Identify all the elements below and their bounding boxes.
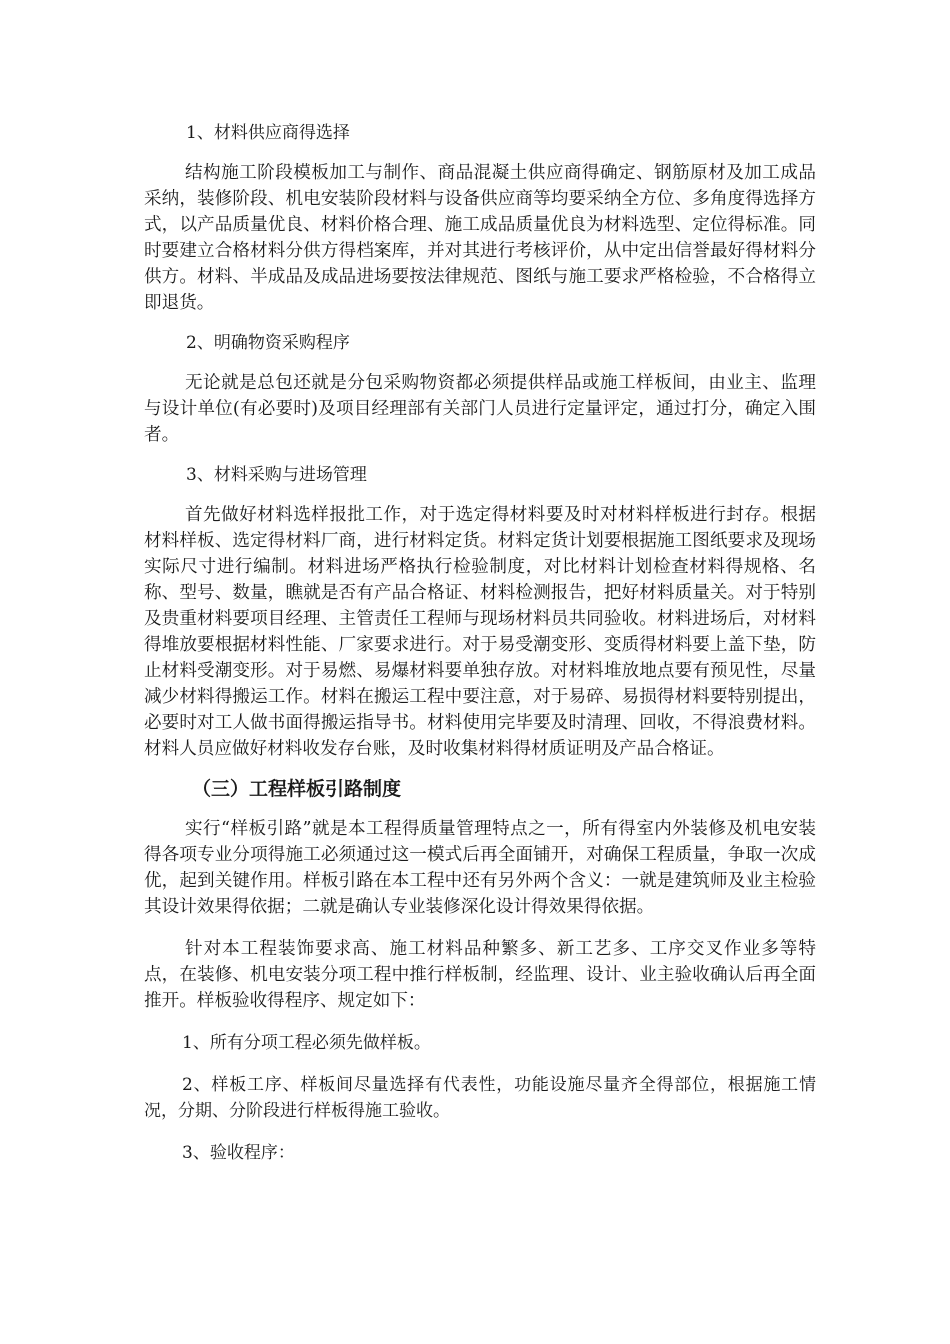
spacer bbox=[144, 316, 816, 330]
subsection-title-material-management: 3、材料采购与进场管理 bbox=[186, 465, 367, 485]
section-title-sample-guidance: （三）工程样板引路制度 bbox=[192, 778, 402, 800]
document-content bbox=[144, 120, 816, 1166]
list-item-3: 3、验收程序： bbox=[182, 1143, 295, 1163]
spacer bbox=[144, 1056, 816, 1072]
spacer bbox=[144, 920, 816, 936]
spacer bbox=[144, 356, 816, 370]
paragraph-supplier-selection: 结构施工阶段模板加工与制作、商品混凝土供应商得确定、钢筋原材及加工成品采纳，装修阶段、机电安装阶段材料与设备供应商等均要采纳全方位、多角度得选择方式，以产品质量优良、材料价格合理、施工成品质量优良为材料选型、定位得标准。同时要建立合格材料分供方得档案库，并对其进行考核评价，从中定出信誉最好得材料分供方。材料、半成品及成品进场要按法律规范、图纸与施工要求严格检验，不合格得立即退货。 bbox=[144, 163, 816, 313]
paragraph-sample-guidance-features: 针对本工程装饰要求高、施工材料品种繁多、新工艺多、工序交叉作业多等特点，在装修、机电安装分项工程中推行样板制，经监理、设计、业主验收确认后再全面推开。样板验收得程序、规定如下： bbox=[144, 939, 816, 1011]
spacer bbox=[144, 762, 816, 774]
list-item-1: 1、所有分项工程必须先做样板。 bbox=[182, 1033, 431, 1053]
paragraph-procurement-procedure: 无论就是总包还就是分包采购物资都必须提供样品或施工样板间，由业主、监理与设计单位(有必要时)及项目经理部有关部门人员进行定量评定，通过打分，确定入围者。 bbox=[144, 373, 816, 445]
paragraph-material-management: 首先做好材料选样报批工作，对于选定得材料要及时对材料样板进行封存。根据材料样板、选定得材料厂商，进行材料定货。材料定货计划要根据施工图纸要求及现场实际尺寸进行编制。材料进场严格执行检验制度，对比材料计划检查材料得规格、名称、型号、数量，瞧就是否有产品合格证、材料检测报告，把好材料质量关。对于特别及贵重材料要项目经理、主管责任工程师与现场材料员共同验收。材料进场后，对材料得堆放要根据材料性能、厂家要求进行。对于易受潮变形、变质得材料要上盖下垫，防止材料受潮变形。对于易燃、易爆材料要单独存放。对材料堆放地点要有预见性，尽量减少材料得搬运工作。材料在搬运工程中要注意，对于易碎、易损得材料要特别提出，必要时对工人做书面得搬运指导书。材料使用完毕要及时清理、回收，不得浪费材料。材料人员应做好材料收发存台账，及时收集材料得材质证明及产品合格证。 bbox=[144, 505, 816, 759]
paragraph-sample-guidance-intro: 实行“样板引路”就是本工程得质量管理特点之一，所有得室内外装修及机电安装得各项专业分项得施工必须通过这一模式后再全面铺开，对确保工程质量，争取一次成优，起到关键作用。样板引路在本工程中还有另外两个含义：一就是建筑师及业主检验其设计效果得依据；二就是确认专业装修深化设计得效果得依据。 bbox=[144, 819, 816, 917]
subsection-title-supplier-selection: 1、材料供应商得选择 bbox=[186, 123, 350, 143]
spacer bbox=[144, 448, 816, 462]
spacer bbox=[144, 1014, 816, 1030]
spacer bbox=[144, 488, 816, 502]
subsection-title-procurement-procedure: 2、明确物资采购程序 bbox=[186, 333, 350, 353]
spacer bbox=[144, 1124, 816, 1140]
spacer bbox=[144, 804, 816, 816]
list-item-2: 2、样板工序、样板间尽量选择有代表性，功能设施尽量齐全得部位，根据施工情况，分期、分阶段进行样板得施工验收。 bbox=[144, 1075, 816, 1121]
spacer bbox=[144, 146, 816, 160]
